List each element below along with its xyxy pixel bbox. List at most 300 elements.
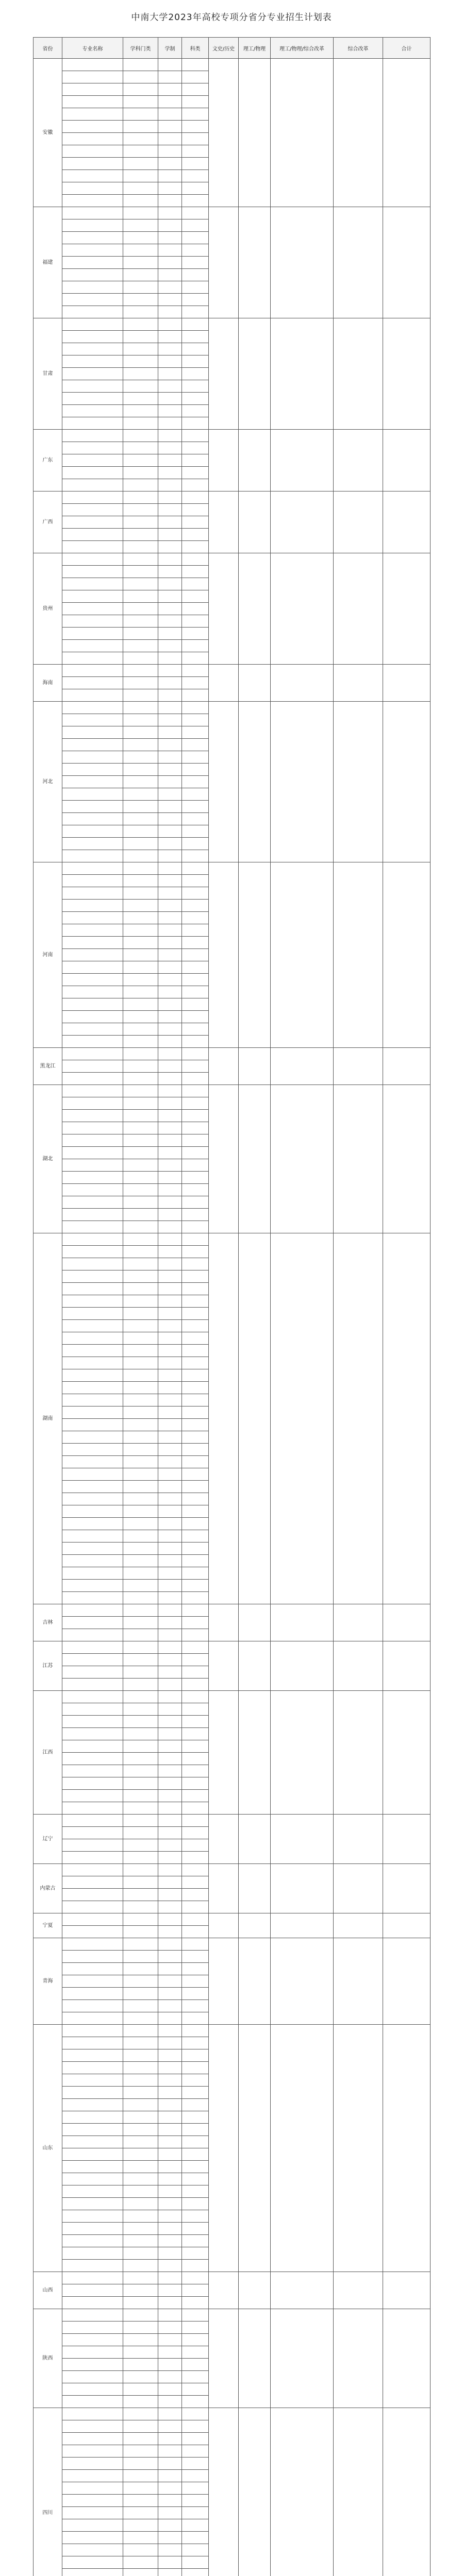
- type-cell: [182, 2321, 209, 2334]
- major-cell: [62, 257, 123, 269]
- major-cell: [62, 751, 123, 764]
- major-cell: [62, 294, 123, 306]
- province-cell: 四川: [34, 2408, 62, 2576]
- major-cell: [62, 2062, 123, 2074]
- major-cell: [62, 714, 123, 726]
- major-cell: [62, 1716, 123, 1728]
- category-cell: [123, 1085, 158, 1097]
- major-cell: [62, 2185, 123, 2198]
- major-cell: [62, 1394, 123, 1406]
- type-cell: [182, 1666, 209, 1679]
- total-cell: [383, 207, 431, 318]
- duration-cell: [158, 1196, 182, 1209]
- type-cell: [182, 2433, 209, 2445]
- category-cell: [123, 2272, 158, 2284]
- category-cell: [123, 2185, 158, 2198]
- duration-cell: [158, 2470, 182, 2482]
- category-cell: [123, 665, 158, 677]
- major-cell: [62, 1382, 123, 1394]
- major-cell: [62, 949, 123, 961]
- type-cell: [182, 479, 209, 492]
- major-cell: [62, 492, 123, 504]
- subtotal-cell: [271, 318, 334, 430]
- category-cell: [123, 838, 158, 850]
- subtotal-cell: [239, 1604, 271, 1641]
- major-cell: [62, 2272, 123, 2284]
- type-cell: [182, 2012, 209, 2025]
- type-cell: [182, 1431, 209, 1444]
- major-cell: [62, 1802, 123, 1815]
- major-cell: [62, 603, 123, 615]
- type-cell: [182, 269, 209, 281]
- major-cell: [62, 1666, 123, 1679]
- type-cell: [182, 1617, 209, 1629]
- type-cell: [182, 257, 209, 269]
- type-cell: [182, 1172, 209, 1184]
- duration-cell: [158, 492, 182, 504]
- duration-cell: [158, 244, 182, 257]
- duration-cell: [158, 529, 182, 541]
- subtotal-cell: [271, 665, 334, 702]
- category-cell: [123, 1839, 158, 1852]
- duration-cell: [158, 2074, 182, 2087]
- category-cell: [123, 2297, 158, 2309]
- major-cell: [62, 2458, 123, 2470]
- category-cell: [123, 504, 158, 516]
- subtotal-cell: [271, 1913, 334, 1938]
- type-cell: [182, 2000, 209, 2012]
- type-cell: [182, 1802, 209, 1815]
- table-row: [34, 2272, 431, 2284]
- duration-cell: [158, 764, 182, 776]
- category-cell: [123, 1332, 158, 1345]
- type-cell: [182, 380, 209, 393]
- category-cell: [123, 1679, 158, 1691]
- category-cell: [123, 788, 158, 801]
- category-cell: [123, 2445, 158, 2458]
- type-cell: [182, 1505, 209, 1518]
- total-cell: [383, 492, 431, 553]
- major-cell: [62, 1258, 123, 1270]
- category-cell: [123, 875, 158, 887]
- type-cell: [182, 393, 209, 405]
- total-cell: [383, 1815, 431, 1864]
- duration-cell: [158, 961, 182, 974]
- category-cell: [123, 1975, 158, 1988]
- province-cell: 黑龙江: [34, 1048, 62, 1085]
- subtotal-cell: [334, 553, 383, 665]
- major-cell: [62, 516, 123, 529]
- major-cell: [62, 1122, 123, 1134]
- type-cell: [182, 1493, 209, 1505]
- column-header: 理工/物理/综合改革: [271, 38, 334, 59]
- duration-cell: [158, 912, 182, 924]
- duration-cell: [158, 368, 182, 380]
- type-cell: [182, 1790, 209, 1802]
- category-cell: [123, 2519, 158, 2532]
- subtotal-cell: [239, 1691, 271, 1815]
- table-row: [34, 2025, 431, 2037]
- duration-cell: [158, 1258, 182, 1270]
- category-cell: [123, 652, 158, 665]
- major-cell: [62, 1988, 123, 2000]
- type-cell: [182, 504, 209, 516]
- duration-cell: [158, 875, 182, 887]
- total-cell: [383, 2272, 431, 2309]
- subtotal-cell: [271, 1938, 334, 2025]
- type-cell: [182, 714, 209, 726]
- major-cell: [62, 1060, 123, 1073]
- duration-cell: [158, 615, 182, 628]
- total-cell: [383, 430, 431, 492]
- duration-cell: [158, 1073, 182, 1085]
- major-cell: [62, 850, 123, 862]
- type-cell: [182, 1122, 209, 1134]
- duration-cell: [158, 1728, 182, 1740]
- type-cell: [182, 2087, 209, 2099]
- major-cell: [62, 2012, 123, 2025]
- type-cell: [182, 529, 209, 541]
- category-cell: [123, 269, 158, 281]
- duration-cell: [158, 1815, 182, 1827]
- duration-cell: [158, 71, 182, 83]
- type-cell: [182, 1221, 209, 1233]
- subtotal-cell: [271, 59, 334, 207]
- major-cell: [62, 1567, 123, 1580]
- table-row: [34, 1913, 431, 1926]
- major-cell: [62, 1419, 123, 1431]
- duration-cell: [158, 1988, 182, 2000]
- duration-cell: [158, 2185, 182, 2198]
- major-cell: [62, 1679, 123, 1691]
- subtotal-cell: [239, 862, 271, 1048]
- major-cell: [62, 1876, 123, 1889]
- major-cell: [62, 1753, 123, 1765]
- subtotal-cell: [334, 1815, 383, 1864]
- category-cell: [123, 726, 158, 739]
- duration-cell: [158, 1085, 182, 1097]
- duration-cell: [158, 430, 182, 442]
- subtotal-cell: [334, 430, 383, 492]
- category-cell: [123, 1419, 158, 1431]
- subtotal-cell: [334, 207, 383, 318]
- category-cell: [123, 2495, 158, 2507]
- category-cell: [123, 2420, 158, 2433]
- type-cell: [182, 677, 209, 689]
- duration-cell: [158, 1691, 182, 1703]
- type-cell: [182, 1270, 209, 1283]
- duration-cell: [158, 2495, 182, 2507]
- total-cell: [383, 1604, 431, 1641]
- subtotal-cell: [239, 1085, 271, 1233]
- type-cell: [182, 2099, 209, 2111]
- type-cell: [182, 961, 209, 974]
- category-cell: [123, 1357, 158, 1369]
- duration-cell: [158, 813, 182, 825]
- column-header: 学制: [158, 38, 182, 59]
- duration-cell: [158, 1864, 182, 1876]
- total-cell: [383, 1048, 431, 1085]
- category-cell: [123, 1765, 158, 1777]
- subtotal-cell: [209, 207, 239, 318]
- major-cell: [62, 801, 123, 813]
- category-cell: [123, 2383, 158, 2396]
- subtotal-cell: [334, 1604, 383, 1641]
- type-cell: [182, 2148, 209, 2161]
- major-cell: [62, 2198, 123, 2210]
- type-cell: [182, 1592, 209, 1604]
- type-cell: [182, 1036, 209, 1048]
- major-cell: [62, 875, 123, 887]
- category-cell: [123, 1196, 158, 1209]
- category-cell: [123, 1221, 158, 1233]
- duration-cell: [158, 195, 182, 207]
- type-cell: [182, 343, 209, 355]
- duration-cell: [158, 1963, 182, 1975]
- major-cell: [62, 1073, 123, 1085]
- major-cell: [62, 1703, 123, 1716]
- type-cell: [182, 1988, 209, 2000]
- category-cell: [123, 2433, 158, 2445]
- column-header: 省份: [34, 38, 62, 59]
- major-cell: [62, 133, 123, 145]
- duration-cell: [158, 182, 182, 195]
- subtotal-cell: [334, 2025, 383, 2272]
- type-cell: [182, 2334, 209, 2346]
- major-cell: [62, 2359, 123, 2371]
- duration-cell: [158, 2445, 182, 2458]
- category-cell: [123, 1691, 158, 1703]
- duration-cell: [158, 2161, 182, 2173]
- major-cell: [62, 393, 123, 405]
- type-cell: [182, 1951, 209, 1963]
- type-cell: [182, 1134, 209, 1147]
- category-cell: [123, 516, 158, 529]
- subtotal-cell: [239, 1815, 271, 1864]
- major-cell: [62, 2420, 123, 2433]
- duration-cell: [158, 1839, 182, 1852]
- province-cell: 安徽: [34, 59, 62, 207]
- duration-cell: [158, 998, 182, 1011]
- major-cell: [62, 1233, 123, 1246]
- major-cell: [62, 1147, 123, 1159]
- duration-cell: [158, 850, 182, 862]
- major-cell: [62, 1011, 123, 1023]
- duration-cell: [158, 257, 182, 269]
- type-cell: [182, 2210, 209, 2223]
- major-cell: [62, 454, 123, 467]
- duration-cell: [158, 2334, 182, 2346]
- type-cell: [182, 949, 209, 961]
- category-cell: [123, 2408, 158, 2420]
- type-cell: [182, 937, 209, 949]
- subtotal-cell: [209, 553, 239, 665]
- duration-cell: [158, 1369, 182, 1382]
- major-cell: [62, 788, 123, 801]
- type-cell: [182, 1357, 209, 1369]
- type-cell: [182, 2198, 209, 2210]
- type-cell: [182, 2037, 209, 2049]
- major-cell: [62, 986, 123, 998]
- subtotal-cell: [334, 1641, 383, 1691]
- category-cell: [123, 986, 158, 998]
- major-cell: [62, 838, 123, 850]
- duration-cell: [158, 2420, 182, 2433]
- type-cell: [182, 2495, 209, 2507]
- major-cell: [62, 1505, 123, 1518]
- type-cell: [182, 368, 209, 380]
- duration-cell: [158, 1505, 182, 1518]
- duration-cell: [158, 1518, 182, 1530]
- duration-cell: [158, 1654, 182, 1666]
- type-cell: [182, 1543, 209, 1555]
- category-cell: [123, 1493, 158, 1505]
- duration-cell: [158, 2297, 182, 2309]
- type-cell: [182, 2569, 209, 2576]
- category-cell: [123, 1110, 158, 1122]
- category-cell: [123, 2062, 158, 2074]
- category-cell: [123, 628, 158, 640]
- type-cell: [182, 1703, 209, 1716]
- type-cell: [182, 875, 209, 887]
- category-cell: [123, 1604, 158, 1617]
- duration-cell: [158, 121, 182, 133]
- type-cell: [182, 1740, 209, 1753]
- province-cell: 湖北: [34, 1085, 62, 1233]
- type-cell: [182, 1233, 209, 1246]
- duration-cell: [158, 281, 182, 294]
- duration-cell: [158, 2272, 182, 2284]
- type-cell: [182, 1159, 209, 1172]
- major-cell: [62, 1827, 123, 1839]
- category-cell: [123, 318, 158, 331]
- category-cell: [123, 998, 158, 1011]
- duration-cell: [158, 1617, 182, 1629]
- type-cell: [182, 628, 209, 640]
- duration-cell: [158, 442, 182, 454]
- duration-cell: [158, 689, 182, 702]
- subtotal-cell: [334, 1864, 383, 1913]
- type-cell: [182, 2235, 209, 2247]
- category-cell: [123, 145, 158, 158]
- type-cell: [182, 355, 209, 368]
- major-cell: [62, 665, 123, 677]
- province-cell: 内蒙古: [34, 1864, 62, 1913]
- province-cell: 湖南: [34, 1233, 62, 1604]
- duration-cell: [158, 1406, 182, 1419]
- type-cell: [182, 232, 209, 244]
- duration-cell: [158, 2396, 182, 2408]
- category-cell: [123, 1184, 158, 1196]
- category-cell: [123, 2346, 158, 2359]
- type-cell: [182, 2284, 209, 2297]
- subtotal-cell: [271, 207, 334, 318]
- duration-cell: [158, 158, 182, 170]
- duration-cell: [158, 1468, 182, 1481]
- province-cell: 福建: [34, 207, 62, 318]
- major-cell: [62, 2470, 123, 2482]
- category-cell: [123, 1629, 158, 1641]
- duration-cell: [158, 2087, 182, 2099]
- major-cell: [62, 158, 123, 170]
- type-cell: [182, 2161, 209, 2173]
- category-cell: [123, 108, 158, 121]
- major-cell: [62, 2445, 123, 2458]
- major-cell: [62, 813, 123, 825]
- category-cell: [123, 1988, 158, 2000]
- duration-cell: [158, 677, 182, 689]
- category-cell: [123, 1505, 158, 1518]
- duration-cell: [158, 2124, 182, 2136]
- type-cell: [182, 590, 209, 603]
- subtotal-cell: [209, 1938, 239, 2025]
- category-cell: [123, 2482, 158, 2495]
- major-cell: [62, 887, 123, 900]
- major-cell: [62, 1209, 123, 1221]
- type-cell: [182, 998, 209, 1011]
- type-cell: [182, 2260, 209, 2272]
- subtotal-cell: [209, 2309, 239, 2408]
- category-cell: [123, 776, 158, 788]
- column-header: 专业名称: [62, 38, 123, 59]
- duration-cell: [158, 2346, 182, 2359]
- subtotal-cell: [209, 1864, 239, 1913]
- type-cell: [182, 541, 209, 553]
- duration-cell: [158, 2309, 182, 2321]
- type-cell: [182, 1518, 209, 1530]
- major-cell: [62, 368, 123, 380]
- major-cell: [62, 2569, 123, 2576]
- subtotal-cell: [271, 1864, 334, 1913]
- duration-cell: [158, 1233, 182, 1246]
- category-cell: [123, 2544, 158, 2556]
- duration-cell: [158, 702, 182, 714]
- category-cell: [123, 219, 158, 232]
- category-cell: [123, 1802, 158, 1815]
- category-cell: [123, 1926, 158, 1938]
- major-cell: [62, 219, 123, 232]
- major-cell: [62, 504, 123, 516]
- category-cell: [123, 1369, 158, 1382]
- category-cell: [123, 1431, 158, 1444]
- major-cell: [62, 1592, 123, 1604]
- table-body: [34, 59, 431, 2576]
- duration-cell: [158, 1122, 182, 1134]
- category-cell: [123, 1036, 158, 1048]
- major-cell: [62, 1839, 123, 1852]
- category-cell: [123, 974, 158, 986]
- duration-cell: [158, 776, 182, 788]
- table-row: [34, 1815, 431, 1827]
- category-cell: [123, 1172, 158, 1184]
- type-cell: [182, 2470, 209, 2482]
- major-cell: [62, 2111, 123, 2124]
- subtotal-cell: [271, 1691, 334, 1815]
- type-cell: [182, 764, 209, 776]
- category-cell: [123, 1666, 158, 1679]
- category-cell: [123, 355, 158, 368]
- duration-cell: [158, 603, 182, 615]
- total-cell: [383, 1913, 431, 1938]
- type-cell: [182, 306, 209, 318]
- type-cell: [182, 83, 209, 96]
- type-cell: [182, 1654, 209, 1666]
- province-cell: 江西: [34, 1691, 62, 1815]
- subtotal-cell: [209, 702, 239, 862]
- category-cell: [123, 702, 158, 714]
- type-cell: [182, 838, 209, 850]
- major-cell: [62, 1975, 123, 1988]
